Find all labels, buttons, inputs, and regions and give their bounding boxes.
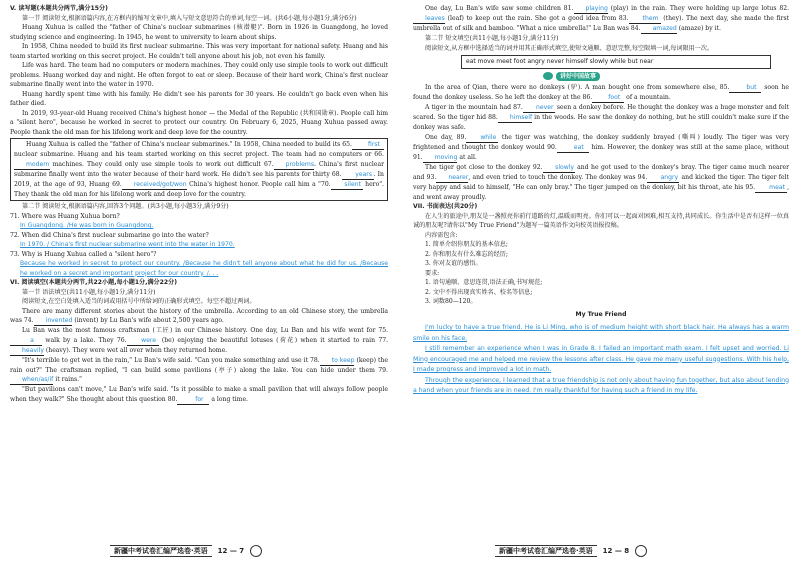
summary-text: . China's first nuclear submarine finally went into the water because of their hard work. He didn't see his parents for thirty: [14, 160, 385, 178]
grammar-text: (amaze) by it.: [678, 25, 721, 32]
blank-number: 69.: [112, 180, 122, 188]
blank-number: 93.: [426, 173, 437, 181]
section-5-title: V. 读写题(本题共分两节,满分15分): [10, 5, 108, 12]
blank-number: 68.: [331, 170, 342, 178]
answer-71[interactable]: In Guangdong. /He was born in Guangdong.: [20, 222, 154, 229]
essay-paragraph[interactable]: I'm lucky to have a true friend. He is Li Ming, who is of medium height with short black hair. He always has a warm smile on his face.: [413, 324, 789, 342]
answer-90[interactable]: eat: [557, 144, 589, 153]
section-7-title: VII. 书面表达(共20分): [413, 203, 478, 210]
grammar-text: a long time.: [211, 395, 248, 403]
blank-number: 74.: [23, 317, 34, 324]
passage-paragraph: In 1958, China needed to build its first nuclear submarine. This was very important for national safety. Huang and his team started working on this secret project. He couldn't tell anyone about his job, not even his family.: [10, 43, 388, 60]
answer-86[interactable]: foot: [592, 94, 624, 103]
summary-text: . In 2019, at the age of 93, Huang: [14, 170, 384, 188]
answer-87[interactable]: never: [523, 104, 555, 113]
blank-number: 85.: [719, 84, 730, 91]
answer-75[interactable]: a: [10, 337, 42, 346]
answer-84[interactable]: amazed: [641, 25, 677, 34]
answer-65[interactable]: first: [352, 141, 384, 150]
part1-instruction-detail: 阅读短文,在空白处填入适当的词或用括号中所给词的正确形式填空。每空不超过两词。: [22, 298, 256, 305]
blank-number: 70.: [320, 180, 331, 188]
blank-number: 76.: [116, 336, 127, 344]
essay-paragraph[interactable]: Through the experience, I learned that a true friendship is not only about having fun together, but also about lending a hand when your friends are in need. I'm really thankful for having such a friend in my life.: [413, 376, 789, 394]
story-text: at all.: [459, 153, 477, 161]
answer-74[interactable]: invented: [34, 317, 73, 326]
answer-79[interactable]: when/as/if: [10, 376, 53, 385]
writing-prompt: 在人生的旅途中,朋友是一盏照亮你前行道路的灯,温暖而明亮。你们可以一起面对困难,相互支持,共同成长。你生活中是否有这样一位真诚的朋友呢?请你以"My True Friend"为题写一篇英语作文向校英语报投稿。: [413, 212, 789, 229]
essay-title: My True Friend: [575, 310, 627, 318]
part1-instruction: 语法填空(共11小题,每小题1分,满分11分): [42, 288, 156, 296]
passage-paragraph: Huang Xuhua is called the "father of China's nuclear submarines (核潜艇)". Born in 1926 in Guangdong, he loved studying science and engineering. In 1945, he went to university to learn about ships.: [10, 24, 388, 41]
answer-80[interactable]: for: [177, 396, 209, 405]
content-requirements-heading: 内容需包含:: [425, 231, 458, 239]
blank-number: 66.: [374, 151, 384, 158]
part2-instruction-detail: 阅读短文,从方框中选择适当的词并用其正确形式填空,使短文通顺、意思完整,每空限填一词,每词限用一次。: [425, 44, 714, 52]
answer-76[interactable]: were: [127, 337, 159, 346]
content-requirement: 1. 简单介绍你朋友的基本信息;: [425, 241, 508, 248]
story-text: him. However, the donkey was still at the same place, without: [591, 143, 790, 151]
grammar-text: One day, Lu Ban's wife saw some children: [425, 5, 561, 12]
blank-number: 80.: [167, 395, 178, 403]
blank-number: 81.: [563, 5, 574, 12]
story-text: and he got used to the donkey's bray. The tiger came much nearer and: [413, 163, 790, 181]
answer-94[interactable]: angry: [647, 174, 679, 183]
grammar-text: (leaf) to keep out the rain. She got a good idea from: [447, 15, 617, 22]
question-72: 72. When did China's first nuclear submarine go into the water?: [10, 231, 209, 239]
answer-85[interactable]: but: [729, 84, 761, 93]
answer-91[interactable]: moving: [423, 154, 458, 163]
part2-instruction: 阅读短文,根据语篇内容,回答3个问题。(共3小题,每小题3分,满分9分): [42, 203, 229, 210]
requirement: 2. 文中不得出现真实姓名、校名等信息;: [425, 288, 533, 296]
left-page: [10, 4, 388, 405]
answer-88[interactable]: himself: [498, 114, 532, 123]
blank-number: 67.: [263, 160, 274, 168]
passage-paragraph: Huang hardly spent time with his family. He didn't see his parents for 30 years. He couldn't go back even when his father died.: [10, 90, 388, 107]
summary-text: Huang Xuhua is called the "father of China's nuclear submarines." In 1958, China needed to build its: [26, 141, 341, 148]
blank-number: 91.: [413, 153, 423, 161]
blank-number: 77.: [378, 336, 389, 344]
blank-number: 89.: [456, 133, 467, 141]
essay-paragraph[interactable]: I still remember an experience when I was in Grade 8. I failed an important math exam. I felt upset and worried. Li Ming encouraged me and helped me review the lessons after class. He gave me many useful suggestions. With his help, I made progress and improved a lot in math.: [413, 345, 789, 373]
blank-number: 78.: [310, 356, 320, 364]
grammar-text: walk by a lake. They: [45, 336, 114, 344]
answer-72[interactable]: In 1970. / China's first nuclear submarine went into the water in 1970.: [20, 241, 235, 248]
blank-number: 90.: [547, 143, 557, 151]
grammar-text: (invent) by Lu Ban's wife about 2,500 years ago.: [74, 317, 224, 324]
content-requirement: 2. 你和朋友有什么难忘的经历;: [425, 250, 508, 258]
blank-number: 86.: [582, 94, 593, 101]
answer-89[interactable]: while: [466, 134, 498, 143]
grammar-text: (keep) the rain out?" The craftsman replied, "I can build some pavilions (亭子) along the lake. You can hide under them: [10, 356, 389, 374]
grammar-text: (be) enjoying the beautiful lotuses (荷花) when it started to rain: [161, 336, 376, 344]
story-text: soon he found the donkey useless. So he left the donkey at the: [413, 84, 790, 101]
blank-number: 84.: [630, 25, 641, 32]
story-text: , and went away proudly.: [413, 183, 789, 201]
book-icon: [543, 72, 553, 80]
blank-number: 75.: [378, 327, 389, 334]
passage-paragraph: In 2019, 93-year-old Huang received China's highest honor — the Medal of the Republic (共和国勋章). People call him a "silent hero", because he worked in secret to protect our country. On February 6, 2025, Huang Xuhua passed away. People thank the old man for his lifelong work and deep love for the country.: [10, 109, 388, 136]
story-title: 讲好中国故事: [556, 72, 600, 82]
grammar-text: (play) in the rain. They were holding up large lotus: [610, 5, 777, 12]
publisher-logo-icon: [250, 545, 262, 557]
story-text: seen a donkey before. He thought the donkey was a huge monster and felt scared. So the tiger hid: [413, 104, 790, 121]
blank-number: 82.: [779, 5, 790, 12]
blank-number: 65.: [342, 141, 352, 148]
blank-number: 87.: [513, 104, 523, 111]
story-text: in the woods. He saw the donkey do nothing, but he still couldn't make sure if the donkey was safe.: [413, 114, 790, 131]
footer-brand: 新疆中考试卷汇编严选卷·英语: [110, 545, 212, 557]
answer-82[interactable]: leaves: [413, 15, 445, 24]
grammar-text: "But pavilions can't move," Lu Ban's wife said. "Is it possible to make a small pavilion that will always follow people when they walk?" She thought about this question: [10, 386, 388, 403]
grammar-text: it rains.": [55, 376, 82, 383]
story-banner: [543, 72, 789, 82]
blank-number: 95.: [745, 183, 756, 191]
answer-77[interactable]: heavily: [10, 347, 44, 356]
passage-paragraph: Life was hard. The team had no computers or modern machines. They could only use simple tools to work out difficult problems. Huang worked day and night. He often forgot to eat or sleep. Because of their hard work, China's first nuclear submarine finally went into the water in 1970.: [10, 62, 388, 88]
answer-66[interactable]: modern: [14, 161, 50, 170]
part2-instruction: 短文填空(共11小题,每小题1分,满分11分): [445, 35, 559, 42]
summary-text: machines. They could only use simple tools to work out difficult: [52, 160, 261, 168]
page-number: 12 — 8: [602, 547, 630, 555]
story-text: In the area of Qian, there were no donkeys (驴). A man bought one from somewhere else,: [425, 84, 717, 91]
part2-heading: 第二节: [22, 203, 41, 210]
part2-heading: 第二节: [425, 35, 444, 42]
grammar-text: There are many different stories about the history of the umbrella. According to an old Chinese story, the umbrella was: [10, 307, 388, 324]
story-text: The tiger got close to the donkey: [425, 163, 531, 171]
part1-heading: 第一节: [22, 14, 41, 22]
left-footer: [110, 544, 262, 558]
blank-number: 94.: [637, 173, 648, 181]
story-text: the tiger was watching, the donkey suddenly brayed (嘶叫) loudly. The tiger was very frightened and thought the donkey would: [413, 133, 790, 151]
part1-heading: 第一节: [22, 288, 41, 296]
answer-83[interactable]: them: [629, 15, 661, 24]
blank-number: 83.: [618, 15, 629, 22]
answer-70[interactable]: silent: [331, 181, 363, 190]
answer-78[interactable]: to keep: [320, 357, 355, 366]
summary-text: China's highest honor. People call him a ": [189, 180, 321, 188]
story-text: A tiger in the mountain had: [425, 104, 512, 111]
question-73: 73. Why is Huang Xuhua called a "silent hero"?: [10, 250, 157, 258]
answer-92[interactable]: slowly: [543, 164, 575, 173]
summary-box: [10, 138, 388, 201]
answer-81[interactable]: playing: [574, 5, 608, 14]
story-text: , and even tried to touch the donkey. The donkey was: [468, 173, 636, 181]
summary-text: hero". They thank the old man for his lifelong work and deep love for the country.: [14, 180, 384, 198]
blank-number: 88.: [488, 114, 498, 121]
grammar-text: (heavy). They were wet all over when they returned home.: [45, 346, 228, 354]
answer-93[interactable]: nearer: [436, 174, 468, 183]
grammar-text: "It's terrible to get wet in the rain," Lu Ban's wife said. "Can you make something and use it: [22, 356, 309, 364]
requirement: 3. 词数80—120。: [425, 298, 477, 305]
page-number: 12 — 7: [217, 547, 245, 555]
story-text: of a mountain.: [626, 94, 671, 101]
blank-number: 92.: [532, 163, 543, 171]
answer-73[interactable]: Because he worked in secret to protect our country. /Because he didn't tell anyone about what he did for us. /Because he worked on a secret and important project for our country. /. . .: [20, 260, 388, 277]
answer-67[interactable]: problems: [274, 161, 314, 170]
section-6-title: VI. 阅读填空(本题共分两节,共22小题,每小题1分,满分22分): [10, 279, 178, 286]
right-page: [413, 4, 789, 397]
content-requirement: 3. 你对友谊的感悟。: [425, 260, 482, 267]
right-footer: [495, 544, 647, 558]
requirements-heading: 要求:: [425, 269, 440, 277]
answer-95[interactable]: meat: [755, 184, 787, 193]
story-text: One day,: [425, 133, 454, 141]
publisher-logo-icon: [635, 545, 647, 557]
answer-68[interactable]: years: [342, 171, 374, 180]
requirement: 1. 语句通顺、意思连贯,语法正确,书写规范;: [425, 279, 543, 286]
part1-instruction: 阅读短文,根据语篇内容,在方框内的缩写文章中,填入与短文意思符合的单词,每空一词。(共6小题,每小题1分,满分6分): [42, 14, 357, 22]
blank-number: 79.: [378, 366, 388, 374]
grammar-text: Lu Ban was the most famous craftsman (工匠) in our Chinese history. One day, Lu Ban and his wife went for: [22, 327, 376, 334]
story-text: and kicked the tiger. The tiger felt very happy and said to himself, "He can only bray." The tiger jumped on the donkey, bit his throat, ate his: [413, 173, 789, 191]
grammar-text: (they). The next day, she made the first umbrella out of silk and bamboo. "What a nice umbrella!" Lu Ban was: [413, 15, 790, 32]
word-bank: eat move meet foot angry never himself slowly while but near: [461, 55, 771, 69]
footer-brand: 新疆中考试卷汇编严选卷·英语: [495, 545, 597, 557]
answer-69[interactable]: received/got/won: [122, 181, 187, 190]
question-71: 71. Where was Huang Xuhua born?: [10, 212, 120, 220]
summary-text: nuclear submarine. Huang and his team started working on this secret project. The team had no computers or: [14, 151, 372, 158]
